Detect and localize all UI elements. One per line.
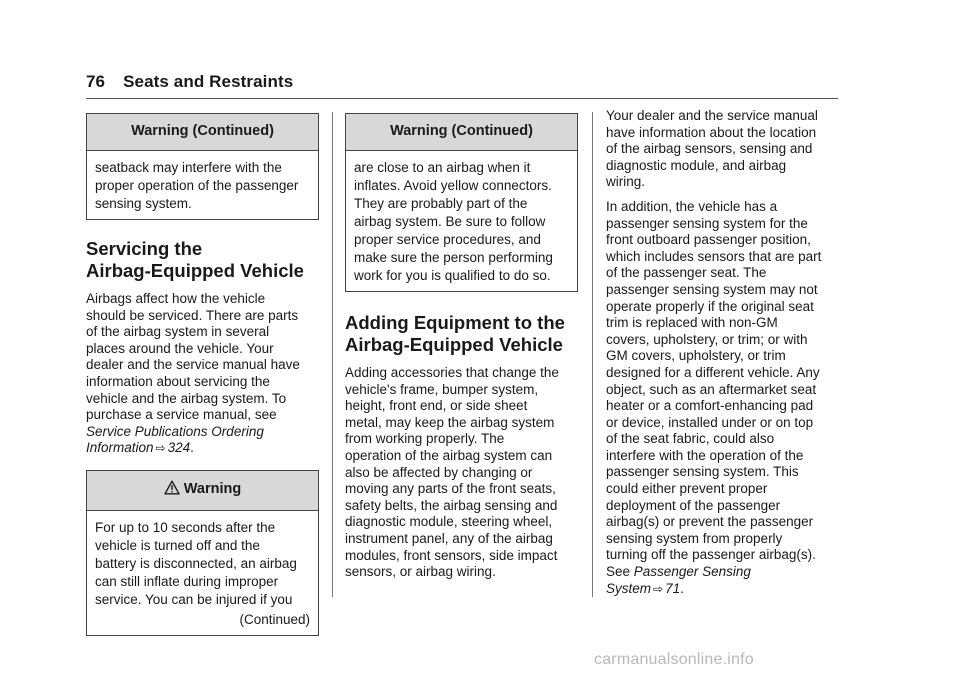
text-line: or device, installed under or on top [606, 414, 814, 430]
text-line: diagnostic module, and airbag [606, 157, 787, 173]
text-line: sensing system from properly [606, 530, 783, 546]
text-line: vehicle is turned off and the [95, 537, 260, 553]
text-line: interfere with the operation of the [606, 447, 804, 463]
text-line: passenger sensing system. This [606, 464, 799, 480]
text-line: are close to an airbag when it [354, 160, 531, 175]
text-line: could either prevent proper [606, 481, 768, 497]
text-line: passenger sensing system may not [606, 281, 818, 297]
column-divider-2 [592, 112, 593, 597]
warning-triangle-icon [164, 480, 180, 499]
text-line: of the airbag sensors, sensing and [606, 141, 813, 157]
text-line: diagnostic module, steering wheel, [345, 514, 553, 530]
page-number: 76 [86, 72, 106, 91]
text-line: front outboard passenger position, [606, 232, 811, 248]
cross-reference-link[interactable]: System [606, 580, 652, 596]
text-line: GM covers, upholstery, or trim [606, 348, 786, 364]
text-line: of the passenger seat. The [606, 265, 767, 281]
page-reference[interactable]: 71 [665, 580, 681, 596]
column-3 [606, 108, 839, 597]
text-line: have information about the location [606, 124, 817, 140]
text-line: proper operation of the passenger [95, 178, 299, 193]
section-title: Seats and Restraints [123, 72, 294, 91]
text-line: vehicle's frame, bumper system, [345, 381, 539, 397]
text-line: information about servicing the [86, 373, 270, 389]
text-line: metal, may keep the airbag system [345, 414, 555, 430]
text-line: heater or a comfort-enhancing pad [606, 398, 814, 414]
warning-box-title: Warning (Continued) [87, 114, 318, 151]
heading-line: Adding Equipment to the [345, 312, 565, 333]
cross-reference-link[interactable]: Passenger Sensing [633, 564, 751, 580]
text-line: instrument panel, any of the airbag [345, 530, 553, 546]
text-line: Adding accessories that change the [345, 365, 559, 380]
warning-box-body [87, 151, 318, 219]
text-line: service. You can be injured if you [95, 591, 293, 607]
body-paragraph [345, 365, 578, 581]
text-line: work for you is qualified to do so. [354, 268, 551, 283]
text-line: safety belts, the airbag sensing and [345, 497, 558, 513]
warning-continued-box [86, 113, 319, 220]
warning-continued-box [345, 113, 578, 292]
warning-box-title: Warning [87, 471, 318, 511]
text-line: inflates. Avoid yellow connectors. [354, 178, 552, 193]
text-line: moving any parts of the front seats, [345, 481, 556, 497]
page-ref-arrow-icon: ⇨ [155, 441, 166, 456]
text-line: from working properly. The [345, 431, 505, 447]
warning-box-body [346, 151, 577, 291]
body-paragraph: In addition, the vehicle has a passenger sensing system for the front outboard passenger position, which includes sensors that are part of the passenger seat. The passenger sensing system may not operate properly if the original seat trim is replaced with non-GM covers, upholstery, or trim; or with GM covers, upholstery, or trim designed for a different vehicle. Any object, such as an aftermarket seat heater or a comfort-enhancing pad or device, installed under or on top of the seat fabric, could also interfere with the operation of the passenger sensing system. This could either prevent proper deployment of the passenger airbag(s) or prevent the passenger sensing system from properly turning off the passenger airbag(s). See Passenger Sensing System ⇨ 71. [606, 199, 839, 597]
text-line: of the airbag system in several [86, 324, 270, 340]
text-line: which includes sensors that are part [606, 248, 822, 264]
page-ref-arrow-icon: ⇨ [653, 581, 664, 596]
text-line: covers, upholstery, or trim; or with [606, 331, 808, 347]
text-line: modules, front sensors, side impact [345, 547, 558, 563]
text-line: passenger sensing system for the [606, 215, 808, 231]
cross-reference-link[interactable]: Service Publications Ordering [86, 423, 264, 439]
text-line: purchase a service manual, see [86, 407, 277, 423]
text-line: operation of the airbag system can [345, 447, 553, 463]
text-line: operate properly if the original seat [606, 298, 814, 314]
text-line: vehicle and the airbag system. To [86, 390, 287, 406]
page-header [86, 72, 293, 92]
text-line: object, such as an aftermarket seat [606, 381, 817, 397]
text-line: make sure the person performing [354, 250, 553, 265]
heading-line: Servicing the [86, 238, 203, 259]
warning-box-title: Warning (Continued) [346, 114, 577, 151]
text-line: also be affected by changing or [345, 464, 533, 480]
heading-line: Airbag-Equipped Vehicle [345, 334, 563, 355]
text-line: designed for a different vehicle. Any [606, 364, 820, 380]
text-line: sensing system. [95, 196, 192, 211]
text-line: airbag system. Be sure to follow [354, 214, 546, 229]
watermark: carmanualsonline.info [594, 651, 754, 668]
text-line: deployment of the passenger [606, 497, 781, 513]
text-line: height, front end, or side sheet [345, 398, 528, 414]
text-line: sensors, or airbag wiring. [345, 564, 496, 580]
warning-box [86, 470, 319, 636]
heading-line: Airbag-Equipped Vehicle [86, 260, 304, 281]
column-1 [86, 113, 319, 636]
text-line: proper service procedures, and [354, 232, 541, 247]
text-line: turning off the passenger airbag(s). [606, 547, 816, 563]
body-paragraph [606, 108, 839, 191]
cross-reference-link[interactable]: Information [86, 440, 154, 456]
text-line: Your dealer and the service manual [606, 108, 818, 123]
text-line: places around the vehicle. Your [86, 340, 274, 356]
section-heading [345, 312, 578, 356]
text-line: should be serviced. There are parts [86, 307, 299, 323]
text-line: For up to 10 seconds after the [95, 519, 276, 535]
body-paragraph: Airbags affect how the vehicle should be serviced. There are parts of the airbag system in several places around the vehicle. Your dealer and the service manual have information about servicing the vehicle and the airbag system. To purchase a service manual, see Service Publications Ordering Information ⇨ 324. [86, 291, 319, 457]
column-divider-1 [332, 112, 333, 597]
section-heading [86, 238, 319, 282]
text-line: can still inflate during improper [95, 573, 279, 589]
text-line: In addition, the vehicle has a [606, 198, 778, 214]
text-line: dealer and the service manual have [86, 357, 300, 373]
continued-label: (Continued) [239, 611, 310, 627]
header-rule [86, 98, 838, 99]
text-line: battery is disconnected, an airbag [95, 555, 297, 571]
warning-box-body [87, 511, 318, 635]
text-line: trim is replaced with non-GM [606, 315, 778, 331]
page-reference[interactable]: 324 [167, 440, 191, 456]
column-2 [345, 113, 578, 581]
text-line: Airbags affect how the vehicle [86, 291, 266, 306]
text-line: seatback may interfere with the [95, 160, 282, 175]
text-line: airbag(s) or prevent the passenger [606, 514, 814, 530]
text-line: They are probably part of the [354, 196, 528, 211]
text-line: of the seat fabric, could also [606, 431, 775, 447]
text-line: wiring. [606, 174, 646, 190]
